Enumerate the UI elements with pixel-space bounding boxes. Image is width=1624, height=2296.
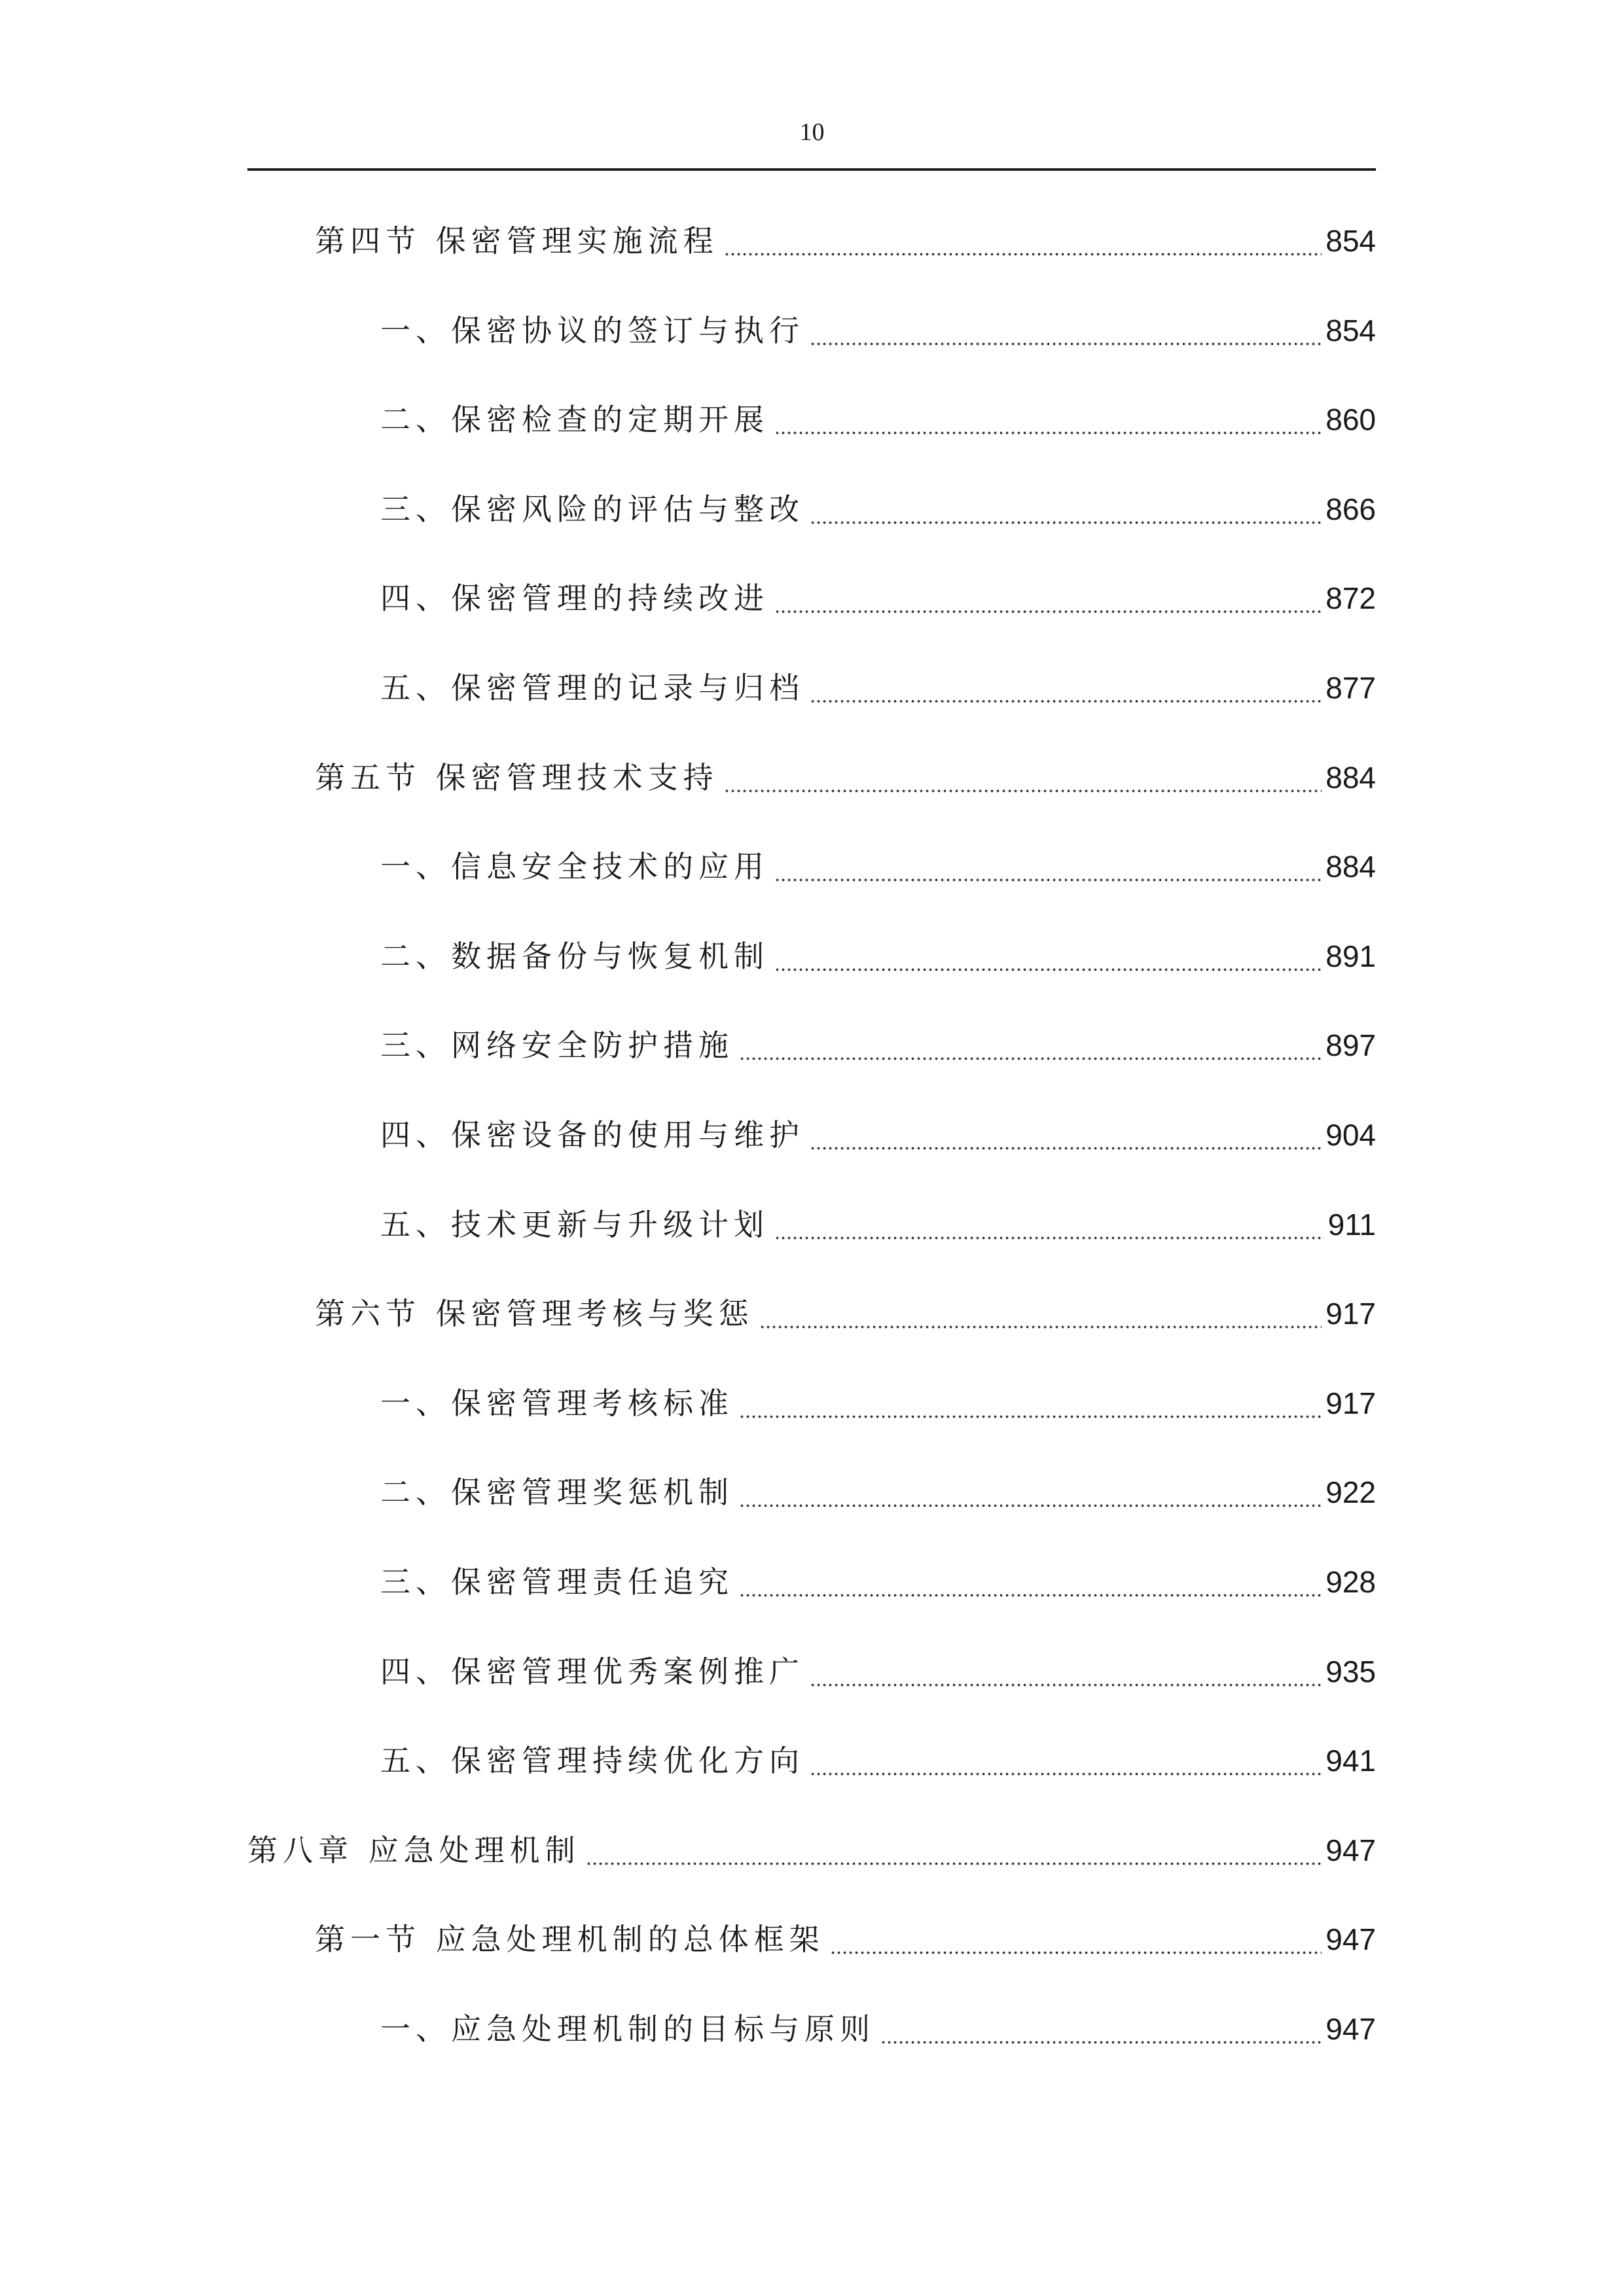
toc-dot-leader — [810, 1644, 1322, 1699]
toc-entry-page-number: 860 — [1326, 403, 1376, 437]
toc-entry[interactable] — [380, 1107, 1376, 1162]
toc-entry-page-number: 854 — [1326, 313, 1376, 348]
toc-entry-title: 一、应急处理机制的目标与原则 — [380, 2011, 875, 2047]
toc-entry[interactable] — [315, 1912, 1376, 1967]
toc-entry-page-number: 935 — [1326, 1654, 1376, 1689]
toc-dot-leader — [880, 2001, 1322, 2056]
toc-entry[interactable] — [315, 1286, 1376, 1341]
toc-dot-leader — [739, 1465, 1322, 1520]
toc-entry[interactable] — [380, 1733, 1376, 1788]
toc-entry[interactable] — [380, 1376, 1376, 1431]
toc-entry-title: 三、保密管理责任追究 — [380, 1564, 734, 1600]
toc-entry[interactable] — [315, 750, 1376, 805]
toc-entry[interactable] — [380, 2001, 1376, 2056]
toc-entry-page-number: 947 — [1326, 1922, 1376, 1957]
toc-entry-page-number: 897 — [1326, 1028, 1376, 1063]
toc-entry-page-number: 947 — [1326, 1833, 1376, 1867]
toc-entry-page-number: 872 — [1326, 581, 1376, 616]
toc-entry[interactable] — [380, 660, 1376, 715]
toc-entry-title: 五、技术更新与升级计划 — [380, 1206, 769, 1242]
toc-dot-leader — [810, 1733, 1322, 1788]
toc-dot-leader — [724, 213, 1322, 268]
toc-entry-title: 五、保密管理的记录与归档 — [380, 670, 804, 706]
toc-dot-leader — [774, 392, 1322, 447]
toc-entry-page-number: 891 — [1326, 939, 1376, 973]
toc-entry-page-number: 866 — [1326, 492, 1376, 526]
toc-dot-leader — [724, 750, 1322, 805]
toc-entry[interactable] — [380, 1197, 1376, 1252]
toc-entry-title: 第八章 应急处理机制 — [247, 1832, 581, 1868]
toc-entry[interactable] — [380, 571, 1376, 626]
toc-entry-page-number: 917 — [1326, 1297, 1376, 1331]
toc-entry-page-number: 911 — [1327, 1207, 1376, 1242]
toc-entry-title: 第六节 保密管理考核与奖惩 — [315, 1296, 754, 1332]
toc-entry[interactable] — [380, 482, 1376, 537]
toc-entry-title: 三、保密风险的评估与整改 — [380, 491, 804, 527]
toc-dot-leader — [739, 1376, 1322, 1431]
toc-entry-title: 一、保密协议的签订与执行 — [380, 312, 804, 348]
toc-entry-title: 一、保密管理考核标准 — [380, 1385, 734, 1421]
toc-entry-title: 三、网络安全防护措施 — [380, 1028, 734, 1064]
toc-entry-page-number: 884 — [1326, 760, 1376, 795]
toc-dot-leader — [774, 929, 1322, 984]
toc-dot-leader — [810, 660, 1322, 715]
toc-entry[interactable] — [380, 1554, 1376, 1609]
toc-entry-page-number: 917 — [1326, 1386, 1376, 1420]
toc-dot-leader — [830, 1912, 1322, 1967]
toc-entry-title: 一、信息安全技术的应用 — [380, 849, 769, 885]
toc-entry-page-number: 941 — [1326, 1744, 1376, 1778]
toc-dot-leader — [586, 1823, 1322, 1878]
toc-entry[interactable] — [380, 1465, 1376, 1520]
toc-entry-page-number: 854 — [1326, 224, 1376, 258]
toc-entry-page-number: 884 — [1326, 850, 1376, 884]
toc-dot-leader — [759, 1286, 1322, 1341]
toc-entry-page-number: 947 — [1326, 2012, 1376, 2046]
toc-dot-leader — [774, 839, 1322, 894]
toc-entry-title: 第一节 应急处理机制的总体框架 — [315, 1922, 825, 1958]
toc-entry-title: 四、保密管理优秀案例推广 — [380, 1653, 804, 1689]
toc-dot-leader — [810, 303, 1322, 358]
toc-entry-title: 第五节 保密管理技术支持 — [315, 759, 719, 795]
page-number: 10 — [799, 118, 825, 146]
toc-dot-leader — [774, 571, 1322, 626]
toc-dot-leader — [774, 1197, 1324, 1252]
toc-entry-title: 二、保密管理奖惩机制 — [380, 1475, 734, 1511]
toc-entry-title: 二、保密检查的定期开展 — [380, 402, 769, 438]
toc-entry-title: 第四节 保密管理实施流程 — [315, 223, 719, 259]
toc-dot-leader — [739, 1554, 1322, 1609]
toc-entry-page-number: 877 — [1326, 671, 1376, 705]
toc-entry[interactable] — [380, 1644, 1376, 1699]
toc-dot-leader — [739, 1018, 1322, 1073]
toc-entry-page-number: 928 — [1326, 1565, 1376, 1599]
toc-entry-title: 二、数据备份与恢复机制 — [380, 938, 769, 974]
toc-dot-leader — [810, 482, 1322, 537]
toc-entry-title: 五、保密管理持续优化方向 — [380, 1743, 804, 1779]
toc-entry[interactable] — [315, 213, 1376, 268]
toc-entry[interactable] — [380, 839, 1376, 894]
toc-entry-page-number: 904 — [1326, 1118, 1376, 1152]
toc-entry[interactable] — [380, 392, 1376, 447]
toc-dot-leader — [810, 1107, 1322, 1162]
toc-entry[interactable] — [247, 1823, 1376, 1878]
toc-entry-title: 四、保密管理的持续改进 — [380, 581, 769, 617]
toc-entry-title: 四、保密设备的使用与维护 — [380, 1117, 804, 1153]
toc-entry-page-number: 922 — [1326, 1475, 1376, 1510]
header-rule — [247, 168, 1376, 171]
toc-entry[interactable] — [380, 929, 1376, 984]
toc-entry[interactable] — [380, 1018, 1376, 1073]
toc-entry[interactable] — [380, 303, 1376, 358]
